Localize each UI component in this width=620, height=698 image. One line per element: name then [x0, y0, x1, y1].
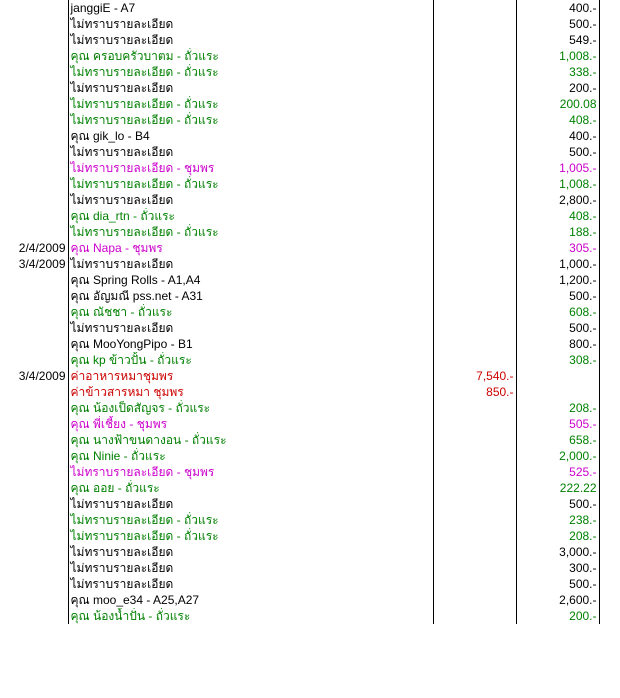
date-cell[interactable] — [0, 416, 68, 432]
empty-cell[interactable] — [599, 576, 620, 592]
empty-cell[interactable] — [599, 16, 620, 32]
description-cell[interactable]: ค่าอาหารหมาชุมพร — [68, 368, 433, 384]
table-row — [0, 432, 620, 448]
description-cell[interactable]: คุณ dia_rtn - ถั่วแระ — [68, 208, 433, 224]
empty-cell[interactable] — [599, 160, 620, 176]
amount-cell[interactable]: 500.- — [516, 496, 599, 512]
amount-cell[interactable] — [516, 368, 599, 384]
table-row — [0, 176, 620, 192]
amount-cell[interactable]: 1,008.- — [516, 48, 599, 64]
empty-cell[interactable] — [599, 304, 620, 320]
date-cell[interactable] — [0, 608, 68, 624]
date-cell[interactable] — [0, 80, 68, 96]
amount-cell[interactable]: 200.- — [516, 80, 599, 96]
description-cell[interactable]: ไม่ทราบรายละเอียด - ชุมพร — [68, 160, 433, 176]
empty-cell[interactable] — [599, 336, 620, 352]
table-row — [0, 192, 620, 208]
table-row — [0, 336, 620, 352]
amount-cell[interactable]: 408.- — [516, 112, 599, 128]
empty-cell[interactable] — [599, 128, 620, 144]
table-row — [0, 64, 620, 80]
description-cell[interactable]: คุณ นางฟ้าขนดางอน - ถั่วแระ — [68, 432, 433, 448]
expense-cell[interactable] — [433, 608, 516, 624]
table-row — [0, 512, 620, 528]
empty-cell[interactable] — [599, 400, 620, 416]
description-cell[interactable]: ไม่ทราบรายละเอียด - ถั่วแระ — [68, 64, 433, 80]
empty-cell[interactable] — [599, 384, 620, 400]
description-cell[interactable]: คุณ MooYongPipo - B1 — [68, 336, 433, 352]
table-row — [0, 304, 620, 320]
empty-cell[interactable] — [599, 512, 620, 528]
expense-cell[interactable] — [433, 512, 516, 528]
table-row — [0, 352, 620, 368]
description-cell[interactable]: คุณ moo_e34 - A25,A27 — [68, 592, 433, 608]
expense-cell[interactable] — [433, 0, 516, 16]
date-cell[interactable] — [0, 32, 68, 48]
table-row — [0, 96, 620, 112]
date-cell[interactable] — [0, 288, 68, 304]
expense-cell[interactable] — [433, 464, 516, 480]
date-cell[interactable] — [0, 192, 68, 208]
empty-cell[interactable] — [599, 176, 620, 192]
amount-cell[interactable]: 500.- — [516, 16, 599, 32]
date-cell[interactable] — [0, 592, 68, 608]
description-cell[interactable]: ไม่ทราบรายละเอียด - ถั่วแระ — [68, 512, 433, 528]
date-cell[interactable] — [0, 464, 68, 480]
empty-cell[interactable] — [599, 432, 620, 448]
empty-cell[interactable] — [599, 544, 620, 560]
date-cell[interactable] — [0, 512, 68, 528]
expense-cell[interactable] — [433, 224, 516, 240]
empty-cell[interactable] — [599, 272, 620, 288]
empty-cell[interactable] — [599, 144, 620, 160]
description-cell[interactable]: คุณ kp ข้าวปั้น - ถั่วแระ — [68, 352, 433, 368]
table-row — [0, 128, 620, 144]
amount-cell[interactable]: 1,000.- — [516, 256, 599, 272]
expense-cell[interactable] — [433, 528, 516, 544]
empty-cell[interactable] — [599, 256, 620, 272]
date-cell[interactable] — [0, 432, 68, 448]
expense-cell[interactable] — [433, 192, 516, 208]
empty-cell[interactable] — [599, 288, 620, 304]
date-cell[interactable] — [0, 208, 68, 224]
date-cell[interactable] — [0, 528, 68, 544]
expense-cell[interactable] — [433, 576, 516, 592]
date-cell[interactable] — [0, 496, 68, 512]
amount-cell[interactable] — [516, 384, 599, 400]
table-row — [0, 368, 620, 384]
description-cell[interactable]: ไม่ทราบรายละเอียด - ชุมพร — [68, 464, 433, 480]
expense-cell[interactable] — [433, 128, 516, 144]
empty-cell[interactable] — [599, 0, 620, 16]
expense-cell[interactable] — [433, 480, 516, 496]
description-cell[interactable]: ไม่ทราบรายละเอียด — [68, 192, 433, 208]
date-cell[interactable] — [0, 160, 68, 176]
empty-cell[interactable] — [599, 80, 620, 96]
expense-cell[interactable] — [433, 592, 516, 608]
description-cell[interactable]: ไม่ทราบรายละเอียด — [68, 560, 433, 576]
table-row — [0, 496, 620, 512]
empty-cell[interactable] — [599, 112, 620, 128]
empty-cell[interactable] — [599, 416, 620, 432]
description-cell[interactable]: janggiE - A7 — [68, 0, 433, 16]
empty-cell[interactable] — [599, 224, 620, 240]
amount-cell[interactable]: 200.- — [516, 608, 599, 624]
amount-cell[interactable]: 400.- — [516, 128, 599, 144]
expense-cell[interactable] — [433, 448, 516, 464]
date-cell[interactable] — [0, 320, 68, 336]
date-cell[interactable] — [0, 112, 68, 128]
amount-cell[interactable]: 500.- — [516, 144, 599, 160]
table-row — [0, 224, 620, 240]
amount-cell[interactable]: 308.- — [516, 352, 599, 368]
description-cell[interactable]: คุณ Ninie - ถั่วแระ — [68, 448, 433, 464]
empty-cell[interactable] — [599, 608, 620, 624]
expense-cell[interactable] — [433, 80, 516, 96]
amount-cell[interactable]: 525.- — [516, 464, 599, 480]
description-cell[interactable]: ไม่ทราบรายละเอียด - ถั่วแระ — [68, 176, 433, 192]
table-row — [0, 208, 620, 224]
description-cell[interactable]: คุณ ณัชชา - ถั่วแระ — [68, 304, 433, 320]
table-row — [0, 384, 620, 400]
table-row — [0, 48, 620, 64]
amount-cell[interactable]: 238.- — [516, 512, 599, 528]
expense-cell[interactable] — [433, 256, 516, 272]
description-cell[interactable]: ไม่ทราบรายละเอียด - ถั่วแระ — [68, 112, 433, 128]
table-row — [0, 80, 620, 96]
date-cell[interactable] — [0, 400, 68, 416]
description-cell[interactable]: ไม่ทราบรายละเอียด — [68, 144, 433, 160]
date-cell[interactable]: 3/4/2009 — [0, 368, 68, 384]
table-row — [0, 256, 620, 272]
expense-cell[interactable] — [433, 64, 516, 80]
expense-cell[interactable] — [433, 208, 516, 224]
description-cell[interactable]: คุณ ครอบครัวบาตม - ถั่วแระ — [68, 48, 433, 64]
amount-cell[interactable]: 2,000.- — [516, 448, 599, 464]
expense-cell[interactable] — [433, 112, 516, 128]
amount-cell[interactable]: 1,200.- — [516, 272, 599, 288]
description-cell[interactable]: ไม่ทราบรายละเอียด — [68, 16, 433, 32]
description-cell[interactable]: ไม่ทราบรายละเอียด — [68, 496, 433, 512]
expense-cell[interactable] — [433, 544, 516, 560]
empty-cell[interactable] — [599, 96, 620, 112]
amount-cell[interactable]: 208.- — [516, 528, 599, 544]
table-row — [0, 416, 620, 432]
table-row — [0, 464, 620, 480]
expense-cell[interactable] — [433, 272, 516, 288]
description-cell[interactable]: คุณ Napa - ชุมพร — [68, 240, 433, 256]
amount-cell[interactable]: 300.- — [516, 560, 599, 576]
empty-cell[interactable] — [599, 528, 620, 544]
amount-cell[interactable]: 1,005.- — [516, 160, 599, 176]
amount-cell[interactable]: 608.- — [516, 304, 599, 320]
expense-cell[interactable]: 7,540.- — [433, 368, 516, 384]
date-cell[interactable]: 3/4/2009 — [0, 256, 68, 272]
date-cell[interactable] — [0, 96, 68, 112]
amount-cell[interactable]: 222.22 — [516, 480, 599, 496]
description-cell[interactable]: คุณ อัญมณี pss.net - A31 — [68, 288, 433, 304]
amount-cell[interactable]: 338.- — [516, 64, 599, 80]
expense-cell[interactable] — [433, 320, 516, 336]
expense-cell[interactable] — [433, 176, 516, 192]
table-row — [0, 112, 620, 128]
expense-cell[interactable] — [433, 496, 516, 512]
amount-cell[interactable]: 549.- — [516, 32, 599, 48]
expense-cell[interactable] — [433, 352, 516, 368]
date-cell[interactable] — [0, 384, 68, 400]
expense-cell[interactable] — [433, 288, 516, 304]
date-cell[interactable] — [0, 224, 68, 240]
table-row — [0, 400, 620, 416]
table-row — [0, 160, 620, 176]
amount-cell[interactable]: 3,000.- — [516, 544, 599, 560]
amount-cell[interactable]: 500.- — [516, 288, 599, 304]
date-cell[interactable] — [0, 0, 68, 16]
expense-cell[interactable] — [433, 144, 516, 160]
description-cell[interactable]: คุณ gik_lo - B4 — [68, 128, 433, 144]
date-cell[interactable] — [0, 576, 68, 592]
amount-cell[interactable]: 500.- — [516, 576, 599, 592]
amount-cell[interactable]: 2,800.- — [516, 192, 599, 208]
table-row — [0, 544, 620, 560]
expense-cell[interactable] — [433, 416, 516, 432]
empty-cell[interactable] — [599, 368, 620, 384]
amount-cell[interactable]: 305.- — [516, 240, 599, 256]
date-cell[interactable] — [0, 336, 68, 352]
expense-cell[interactable] — [433, 96, 516, 112]
amount-cell[interactable]: 800.- — [516, 336, 599, 352]
expense-cell[interactable] — [433, 400, 516, 416]
empty-cell[interactable] — [599, 320, 620, 336]
amount-cell[interactable]: 658.- — [516, 432, 599, 448]
date-cell[interactable] — [0, 304, 68, 320]
empty-cell[interactable] — [599, 208, 620, 224]
description-cell[interactable]: คุณ ออย - ถั่วแระ — [68, 480, 433, 496]
date-cell[interactable] — [0, 560, 68, 576]
date-cell[interactable] — [0, 176, 68, 192]
table-row — [0, 32, 620, 48]
expense-cell[interactable] — [433, 560, 516, 576]
table-row — [0, 16, 620, 32]
table-row — [0, 560, 620, 576]
date-cell[interactable] — [0, 64, 68, 80]
description-cell[interactable]: ไม่ทราบรายละเอียด — [68, 256, 433, 272]
table-row — [0, 528, 620, 544]
expense-cell[interactable] — [433, 304, 516, 320]
expense-cell[interactable] — [433, 336, 516, 352]
table-row — [0, 592, 620, 608]
empty-cell[interactable] — [599, 464, 620, 480]
description-cell[interactable]: คุณ น้องเป็ดสัญจร - ถั่วแระ — [68, 400, 433, 416]
expense-cell[interactable] — [433, 48, 516, 64]
date-cell[interactable]: 2/4/2009 — [0, 240, 68, 256]
description-cell[interactable]: ไม่ทราบรายละเอียด — [68, 80, 433, 96]
date-cell[interactable] — [0, 272, 68, 288]
description-cell[interactable]: ไม่ทราบรายละเอียด - ถั่วแระ — [68, 528, 433, 544]
empty-cell[interactable] — [599, 352, 620, 368]
empty-cell[interactable] — [599, 64, 620, 80]
description-cell[interactable]: ไม่ทราบรายละเอียด - ถั่วแระ — [68, 224, 433, 240]
empty-cell[interactable] — [599, 480, 620, 496]
table-row — [0, 272, 620, 288]
amount-cell[interactable]: 208.- — [516, 400, 599, 416]
expense-cell[interactable]: 850.- — [433, 384, 516, 400]
amount-cell[interactable]: 200.08 — [516, 96, 599, 112]
expense-cell[interactable] — [433, 16, 516, 32]
table-row — [0, 448, 620, 464]
description-cell[interactable]: ไม่ทราบรายละเอียด - ถั่วแระ — [68, 96, 433, 112]
description-cell[interactable]: คุณ พี่เชี้ยง - ชุมพร — [68, 416, 433, 432]
date-cell[interactable] — [0, 16, 68, 32]
expense-cell[interactable] — [433, 32, 516, 48]
table-row — [0, 288, 620, 304]
empty-cell[interactable] — [599, 48, 620, 64]
table-row — [0, 320, 620, 336]
date-cell[interactable] — [0, 144, 68, 160]
empty-cell[interactable] — [599, 192, 620, 208]
amount-cell[interactable]: 505.- — [516, 416, 599, 432]
amount-cell[interactable]: 2,600.- — [516, 592, 599, 608]
description-cell[interactable]: ไม่ทราบรายละเอียด — [68, 544, 433, 560]
table-row — [0, 240, 620, 256]
expense-cell[interactable] — [433, 432, 516, 448]
table-row — [0, 608, 620, 624]
expense-cell[interactable] — [433, 160, 516, 176]
table-row — [0, 144, 620, 160]
date-cell[interactable] — [0, 544, 68, 560]
amount-cell[interactable]: 400.- — [516, 0, 599, 16]
expense-cell[interactable] — [433, 240, 516, 256]
empty-cell[interactable] — [599, 592, 620, 608]
date-cell[interactable] — [0, 128, 68, 144]
empty-cell[interactable] — [599, 448, 620, 464]
description-cell[interactable]: ไม่ทราบรายละเอียด — [68, 320, 433, 336]
date-cell[interactable] — [0, 448, 68, 464]
empty-cell[interactable] — [599, 240, 620, 256]
date-cell[interactable] — [0, 352, 68, 368]
date-cell[interactable] — [0, 48, 68, 64]
description-cell[interactable]: คุณ น้องน้ำปั่น - ถั่วแระ — [68, 608, 433, 624]
amount-cell[interactable]: 500.- — [516, 320, 599, 336]
amount-cell[interactable]: 408.- — [516, 208, 599, 224]
table-row — [0, 0, 620, 16]
table-row — [0, 576, 620, 592]
empty-cell[interactable] — [599, 560, 620, 576]
empty-cell[interactable] — [599, 496, 620, 512]
table-row — [0, 480, 620, 496]
description-cell[interactable]: คุณ Spring Rolls - A1,A4 — [68, 272, 433, 288]
date-cell[interactable] — [0, 480, 68, 496]
description-cell[interactable]: ค่าข้าวสารหมา ชุมพร — [68, 384, 433, 400]
amount-cell[interactable]: 1,008.- — [516, 176, 599, 192]
amount-cell[interactable]: 188.- — [516, 224, 599, 240]
description-cell[interactable]: ไม่ทราบรายละเอียด — [68, 576, 433, 592]
empty-cell[interactable] — [599, 32, 620, 48]
description-cell[interactable]: ไม่ทราบรายละเอียด — [68, 32, 433, 48]
